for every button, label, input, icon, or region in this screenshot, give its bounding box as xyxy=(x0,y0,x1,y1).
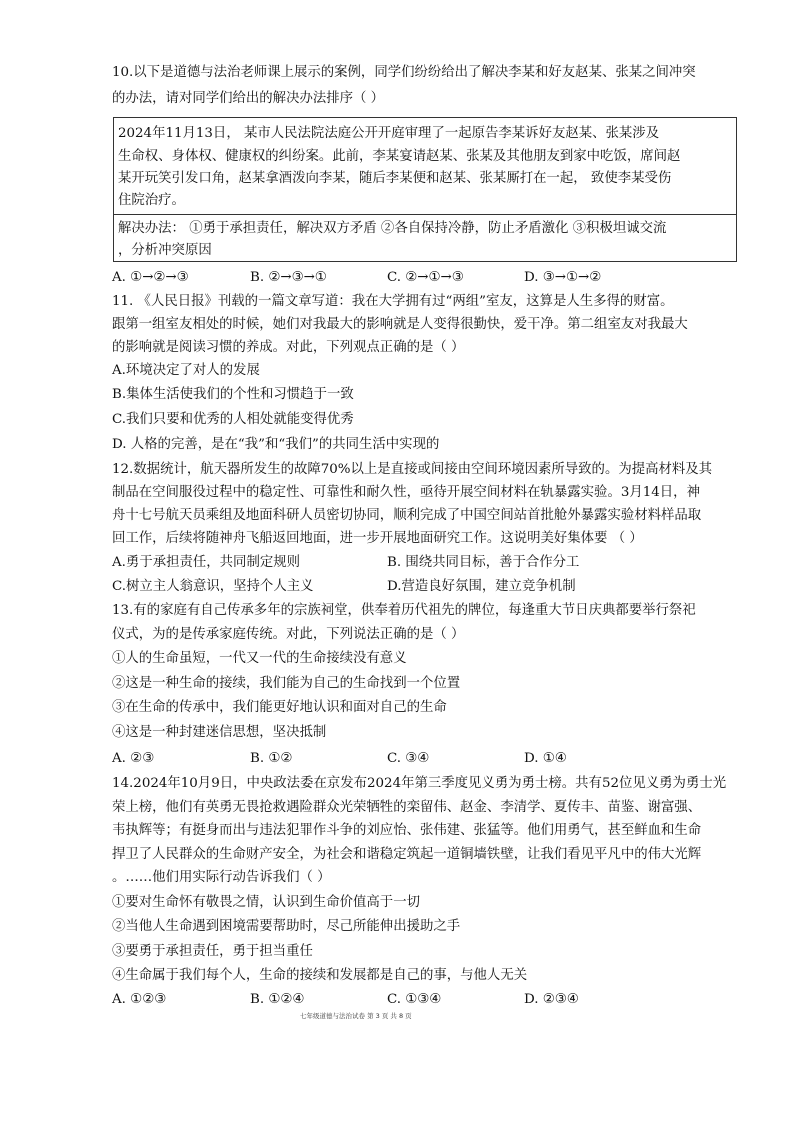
q14-stem-line: 韦执辉等；有挺身而出与违法犯罪作斗争的刘应怡、张伟建、张猛等。他们用勇气，甚至鲜血和生命 xyxy=(112,823,702,838)
q14-option-a[interactable]: A. ①②③ xyxy=(112,992,167,1007)
q11-stem-line: 跟第一组室友相处的时候，她们对我最大的影响就是人变得很勤快，爱干净。第二组室友对我最大 xyxy=(112,317,688,332)
box-divider xyxy=(114,214,736,215)
q12-stem-line: 制品在空间服役过程中的稳定性、可靠性和耐久性，亟待开展空间材料在轨暴露实验。3月14日，神 xyxy=(112,485,700,500)
q10-case-line: 住院治疗。 xyxy=(118,193,185,208)
q11-option-a[interactable]: A.环境决定了对人的发展 xyxy=(112,363,260,378)
q12-stem-line: 舟十七号航天员乘组及地面科研人员密切协同，顺利完成了中国空间站首批舱外暴露实验材料样品取 xyxy=(112,508,702,523)
q10-case-box xyxy=(113,117,737,262)
q14-stem-line: 荣上榜，他们有英勇无畏抢救遇险群众光荣牺牲的栾留伟、赵金、李清学、夏传丰、苗鉴、谢富强、 xyxy=(112,800,702,815)
q14-stem-line: 捍卫了人民群众的生命财产安全，为社会和谐稳定筑起一道铜墙铁壁，让我们看见平凡中的伟大光辉 xyxy=(112,847,702,862)
q14-statement: ②当他人生命遇到困境需要帮助时，尽己所能伸出援助之手 xyxy=(112,919,461,934)
q12-stem-line: 回工作，后续将随神舟飞船返回地面，进一步开展地面研究工作。这说明美好集体要 （ ） xyxy=(112,531,643,546)
q14-option-d[interactable]: D. ②③④ xyxy=(524,992,579,1007)
q12-option-b[interactable]: B. 围绕共同目标，善于合作分工 xyxy=(387,555,580,570)
q13-statement: ②这是一种生命的接续，我们能为自己的生命找到一个位置 xyxy=(112,676,461,691)
q11-stem-line: 的影响就是阅读习惯的养成。对此，下列观点正确的是（ ） xyxy=(112,340,465,355)
q10-option-c[interactable]: C. ②→①→③ xyxy=(387,270,464,285)
q11-option-b[interactable]: B.集体生活使我们的个性和习惯趋于一致 xyxy=(112,387,354,402)
q10-stem-line: 的办法，请对同学们给出的解决办法排序（ ） xyxy=(112,91,385,106)
q14-statement: ④生命属于我们每个人，生命的接续和发展都是自己的事，与他人无关 xyxy=(112,968,528,983)
q14-statement: ①要对生命怀有敬畏之情，认识到生命价值高于一切 xyxy=(112,895,420,910)
q10-option-a[interactable]: A. ①→②→③ xyxy=(112,270,189,285)
q14-statement: ③要勇于承担责任，勇于担当重任 xyxy=(112,944,313,959)
q10-case-line: 2024年11月13日， 某市人民法院法庭公开开庭审理了一起原告李某诉好友赵某、张某涉及 xyxy=(118,126,660,141)
q12-option-c[interactable]: C.树立主人翁意识，坚持个人主义 xyxy=(112,579,314,594)
q14-stem-line: 。……他们用实际行动告诉我们（ ） xyxy=(112,870,331,885)
q14-option-c[interactable]: C. ①③④ xyxy=(387,992,442,1007)
q10-method-line: 解决办法： ①勇于承担责任，解决双方矛盾 ②各自保持冷静，防止矛盾激化 ③积极坦诚交流 xyxy=(118,221,667,236)
q13-option-a[interactable]: A. ②③ xyxy=(112,751,155,766)
q13-statement: ③在生命的传承中，我们能更好地认识和面对自己的生命 xyxy=(112,700,447,715)
q14-stem-line: 14.2024年10月9日，中央政法委在京发布2024年第三季度见义勇为勇士榜。共有52位见义勇为勇士光 xyxy=(112,776,727,791)
q10-option-d[interactable]: D. ③→①→② xyxy=(524,270,602,285)
q13-stem-line: 13.有的家庭有自己传承多年的宗族祠堂，供奉着历代祖先的牌位，每逢重大节日庆典都要举行祭祀 xyxy=(112,603,696,618)
page-footer: 七年级道德与法治试卷 第 3 页 共 8 页 xyxy=(300,1012,412,1020)
q13-stem-line: 仪式，为的是传承家庭传统。对此，下列说法正确的是（ ） xyxy=(112,627,465,642)
q13-statement: ④这是一种封建迷信思想，坚决抵制 xyxy=(112,725,327,740)
q14-option-b[interactable]: B. ①②④ xyxy=(250,992,305,1007)
q13-option-d[interactable]: D. ①④ xyxy=(524,751,567,766)
q13-statement: ①人的生命虽短，一代又一代的生命接续没有意义 xyxy=(112,651,407,666)
q12-stem-line: 12.数据统计，航天器所发生的故障70%以上是直接或间接由空间环境因素所导致的。为提高材料及其 xyxy=(112,462,713,477)
q13-option-b[interactable]: B. ①② xyxy=(250,751,293,766)
q12-option-a[interactable]: A.勇于承担责任，共同制定规则 xyxy=(112,555,301,570)
q10-stem-line: 10.以下是道德与法治老师课上展示的案例，同学们纷纷给出了解决李某和好友赵某、张某之间冲突 xyxy=(112,65,696,80)
q11-option-c[interactable]: C.我们只要和优秀的人相处就能变得优秀 xyxy=(112,412,354,427)
q10-option-b[interactable]: B. ②→③→① xyxy=(250,270,327,285)
q11-option-d[interactable]: D. 人格的完善，是在“我”和“我们”的共同生活中实现的 xyxy=(112,437,440,452)
q10-method-line: ，分析冲突原因 xyxy=(118,243,212,258)
q10-case-line: 某开玩笑引发口角，赵某拿酒泼向李某，随后李某便和赵某、张某厮打在一起， 致使李某受伤 xyxy=(118,171,672,186)
q13-option-c[interactable]: C. ③④ xyxy=(387,751,430,766)
q12-option-d[interactable]: D.营造良好氛围，建立竞争机制 xyxy=(387,579,576,594)
q10-case-line: 生命权、身体权、健康权的纠纷案。此前，李某宴请赵某、张某及其他朋友到家中吃饭，席间赵 xyxy=(118,149,681,164)
q11-stem-line: 11. 《人民日报》刊载的一篇文章写道：我在大学拥有过“两组”室友，这算是人生多得的财富。 xyxy=(112,294,674,309)
